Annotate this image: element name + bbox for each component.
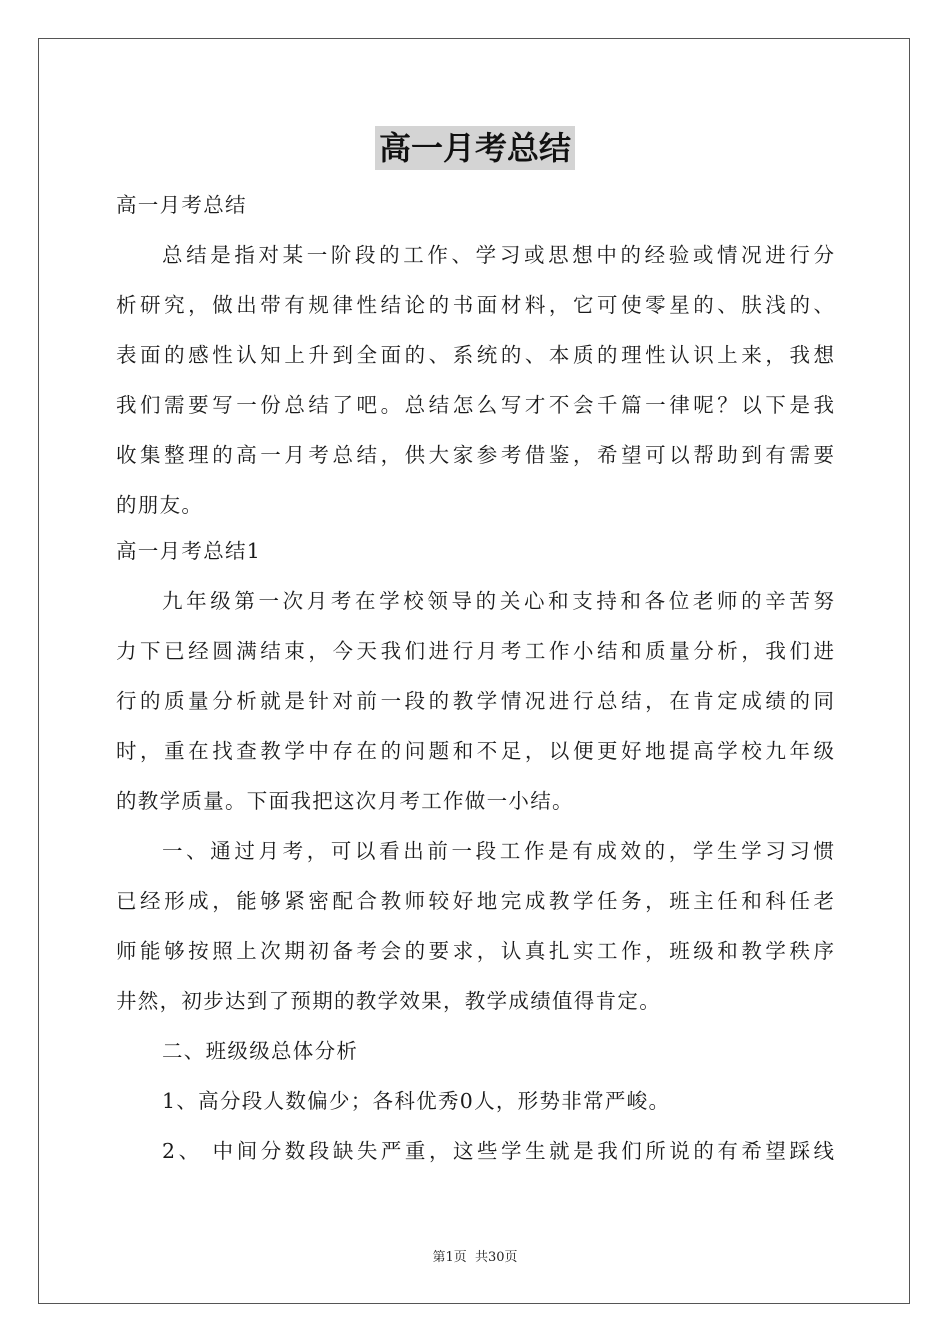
- list-item: 2、 中间分数段缺失严重，这些学生就是我们所说的有希望踩线: [162, 1139, 834, 1163]
- title-container: [0, 126, 950, 170]
- page-footer: [0, 1246, 950, 1265]
- section-heading: 高一月考总结1: [116, 539, 262, 563]
- paragraph-line: 的朋友。: [116, 493, 204, 517]
- paragraph-line: 时，重在找查教学中存在的问题和不足，以便更好地提高学校九年级: [116, 739, 834, 763]
- paragraph-line: 井然，初步达到了预期的教学效果，教学成绩值得肯定。: [116, 989, 661, 1013]
- section-heading: 高一月考总结: [116, 193, 247, 217]
- list-item: 1、高分段人数偏少；各科优秀0人，形势非常严峻。: [162, 1089, 671, 1113]
- page-number: 第1页: [432, 1250, 467, 1265]
- paragraph-line: 析研究，做出带有规律性结论的书面材料，它可使零星的、肤浅的、: [116, 293, 834, 317]
- paragraph-line: 的教学质量。下面我把这次月考工作做一小结。: [116, 789, 574, 813]
- section-heading: 二、班级级总体分析: [162, 1039, 359, 1063]
- paragraph-line: 力下已经圆满结束，今天我们进行月考工作小结和质量分析，我们进: [116, 639, 834, 663]
- document-title: 高一月考总结: [375, 126, 575, 170]
- paragraph-line: 收集整理的高一月考总结，供大家参考借鉴，希望可以帮助到有需要: [116, 443, 834, 467]
- paragraph-line: 师能够按照上次期初备考会的要求，认真扎实工作，班级和教学秩序: [116, 939, 834, 963]
- paragraph-line: 我们需要写一份总结了吧。总结怎么写才不会千篇一律呢？以下是我: [116, 393, 834, 417]
- paragraph-line: 一、通过月考，可以看出前一段工作是有成效的，学生学习习惯: [162, 839, 834, 863]
- paragraph-line: 已经形成，能够紧密配合教师较好地完成教学任务，班主任和科任老: [116, 889, 834, 913]
- document-body: [116, 180, 834, 1176]
- paragraph-line: 行的质量分析就是针对前一段的教学情况进行总结，在肯定成绩的同: [116, 689, 834, 713]
- page-total: 共30页: [474, 1250, 518, 1265]
- paragraph-line: 九年级第一次月考在学校领导的关心和支持和各位老师的辛苦努: [162, 589, 834, 613]
- paragraph-line: 表面的感性认知上升到全面的、系统的、本质的理性认识上来，我想: [116, 343, 834, 367]
- paragraph-line: 总结是指对某一阶段的工作、学习或思想中的经验或情况进行分: [162, 243, 834, 267]
